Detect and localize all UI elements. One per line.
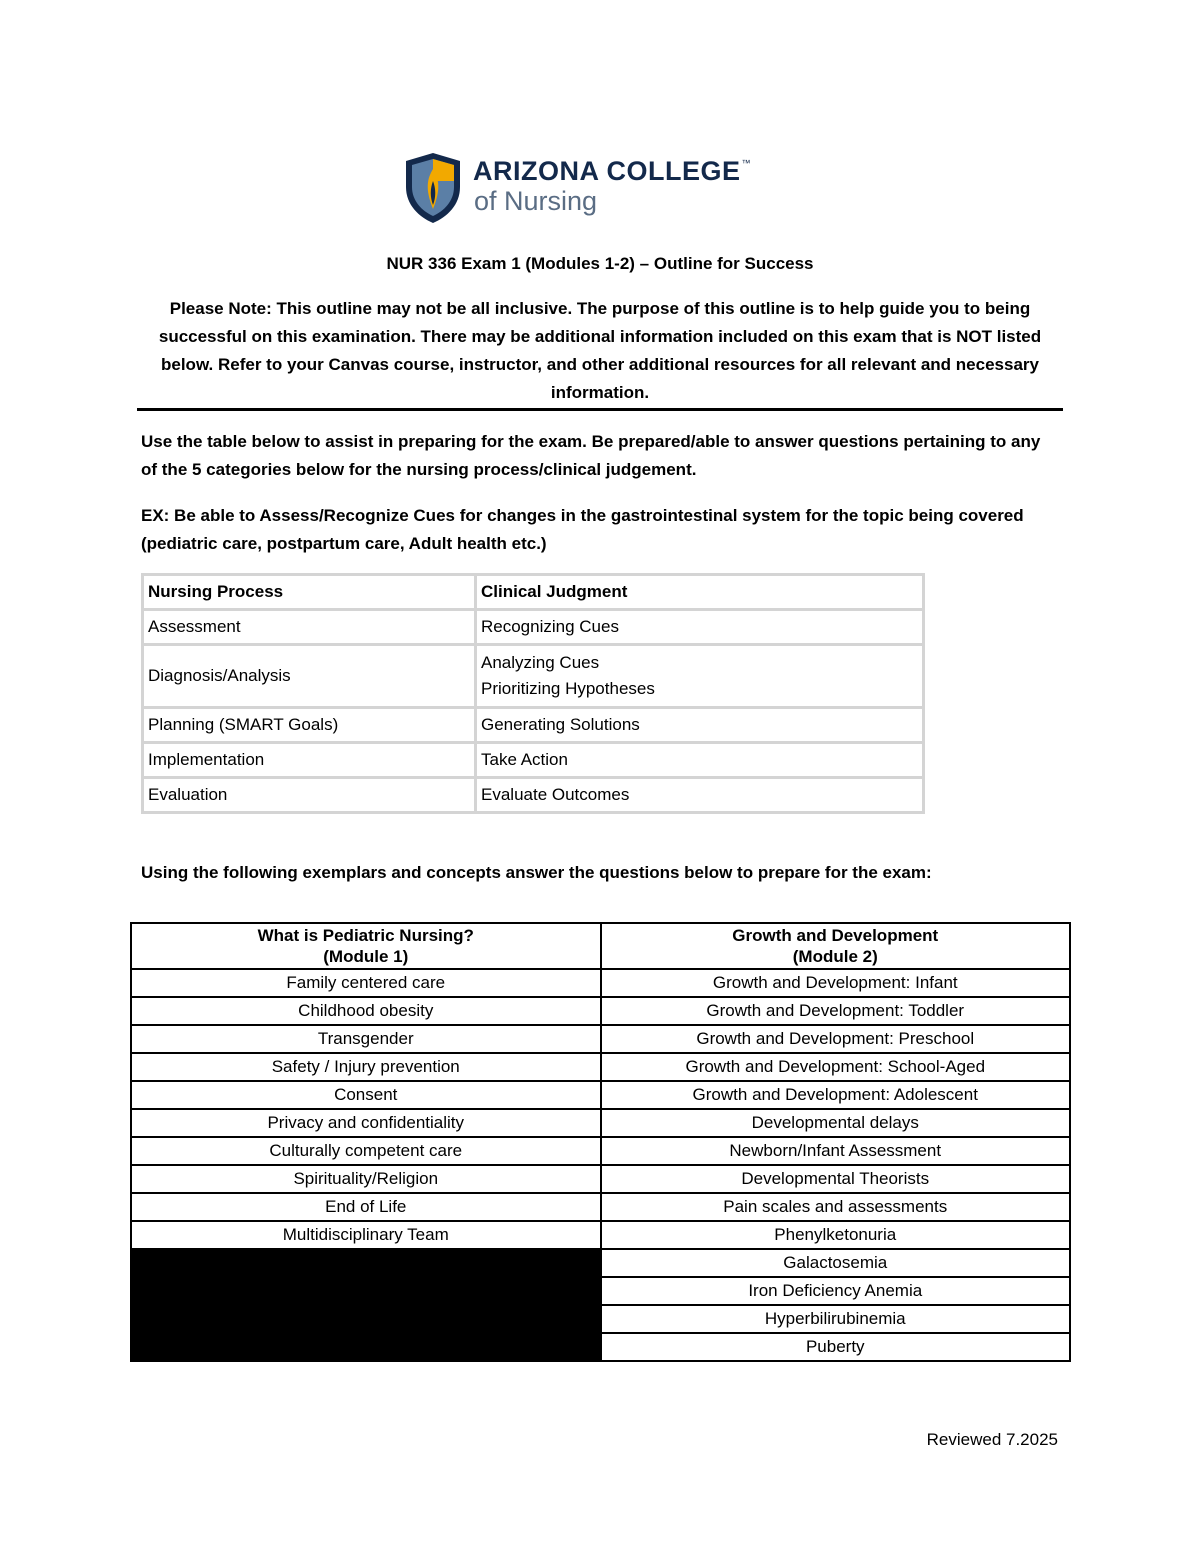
- process-cell: Assessment: [144, 611, 474, 643]
- module-2-topic: Phenylketonuria: [601, 1221, 1071, 1249]
- judgment-cell: Evaluate Outcomes: [477, 779, 922, 811]
- table-row: [131, 1053, 1070, 1081]
- header-module-2: [601, 923, 1071, 969]
- judgment-line: Analyzing Cues: [481, 653, 600, 672]
- module-2-topic: Growth and Development: Toddler: [601, 997, 1071, 1025]
- header-module-1: [131, 923, 601, 969]
- module-2-topic: Puberty: [601, 1333, 1071, 1361]
- table-row: [131, 1025, 1070, 1053]
- intro-paragraph: Use the table below to assist in preparing for the exam. Be prepared/able to answer questions pertaining to any of the 5 categories below for the nursing process/clinical judgement.: [141, 432, 1041, 479]
- table-row: [131, 1109, 1070, 1137]
- module-2-topic: Growth and Development: Adolescent: [601, 1081, 1071, 1109]
- empty-filled-cell: [131, 1249, 601, 1277]
- table-row: [131, 1333, 1070, 1361]
- module-2-topic: Developmental Theorists: [601, 1165, 1071, 1193]
- table-row: [131, 1165, 1070, 1193]
- module-2-topic: Newborn/Infant Assessment: [601, 1137, 1071, 1165]
- empty-filled-cell: [131, 1305, 601, 1333]
- exemplars-intro: Using the following exemplars and concepts answer the questions below to prepare for the exam:: [141, 863, 932, 882]
- module-2-topic: Pain scales and assessments: [601, 1193, 1071, 1221]
- module-2-topic: Iron Deficiency Anemia: [601, 1277, 1071, 1305]
- module-1-topic: Multidisciplinary Team: [131, 1221, 601, 1249]
- module-2-topic: Developmental delays: [601, 1109, 1071, 1137]
- empty-filled-cell: [131, 1333, 601, 1361]
- example-paragraph: EX: Be able to Assess/Recognize Cues for changes in the gastrointestinal system for the topic being covered (pediatric care, postpartum care, Adult health etc.): [141, 506, 1024, 553]
- module-2-topic: Growth and Development: School-Aged: [601, 1053, 1071, 1081]
- judgment-cell: Generating Solutions: [477, 709, 922, 741]
- module-1-topic: Transgender: [131, 1025, 601, 1053]
- table-row: [144, 646, 922, 706]
- table-row: [131, 1137, 1070, 1165]
- table-header-row: [131, 923, 1070, 969]
- logo-text-line1: ARIZONA COLLEGE™: [473, 156, 751, 186]
- table-row: [131, 997, 1070, 1025]
- logo-text-line2: of Nursing: [474, 186, 598, 216]
- nursing-process-table: [141, 573, 925, 814]
- module-2-title: Growth and Development: [732, 926, 939, 945]
- judgment-cell: Take Action: [477, 744, 922, 776]
- divider-rule: [137, 408, 1063, 411]
- module-1-topic: Spirituality/Religion: [131, 1165, 601, 1193]
- module-2-topic: Galactosemia: [601, 1249, 1071, 1277]
- process-cell: Evaluation: [144, 779, 474, 811]
- module-1-topic: End of Life: [131, 1193, 601, 1221]
- module-2-topic: Growth and Development: Infant: [601, 969, 1071, 997]
- table-row: [144, 709, 922, 741]
- module-1-topic: Safety / Injury prevention: [131, 1053, 601, 1081]
- module-1-topic: Privacy and confidentiality: [131, 1109, 601, 1137]
- college-logo: [403, 150, 803, 228]
- module-1-topic: Childhood obesity: [131, 997, 601, 1025]
- table-row: [131, 1249, 1070, 1277]
- table-row: [131, 1305, 1070, 1333]
- module-2-topic: Growth and Development: Preschool: [601, 1025, 1071, 1053]
- process-cell: Diagnosis/Analysis: [144, 646, 474, 706]
- judgment-cell: Recognizing Cues: [477, 611, 922, 643]
- process-cell: Implementation: [144, 744, 474, 776]
- table-row: [144, 779, 922, 811]
- table-row: [131, 969, 1070, 997]
- module-1-title: What is Pediatric Nursing?: [257, 926, 474, 945]
- table-row: [144, 744, 922, 776]
- module-1-topic: Family centered care: [131, 969, 601, 997]
- module-1-topic: Culturally competent care: [131, 1137, 601, 1165]
- process-cell: Planning (SMART Goals): [144, 709, 474, 741]
- document-title: NUR 336 Exam 1 (Modules 1-2) – Outline for Success: [386, 254, 814, 273]
- table-row: [144, 611, 922, 643]
- table-row: [131, 1081, 1070, 1109]
- table-row: [131, 1221, 1070, 1249]
- judgment-cell: [477, 646, 922, 706]
- please-note: Please Note: This outline may not be all inclusive. The purpose of this outline is to help guide you to being successful on this examination. There may be additional information included on this exam that is NOT listed below. Refer to your Canvas course, instructor, and other additional resources for all relevant and necessary information.: [158, 299, 1042, 402]
- table-header-row: [144, 576, 922, 608]
- table-row: [131, 1277, 1070, 1305]
- judgment-line: Prioritizing Hypotheses: [481, 679, 655, 698]
- table-row: [131, 1193, 1070, 1221]
- header-nursing-process: Nursing Process: [144, 576, 474, 608]
- module-2-subtitle: (Module 2): [792, 947, 878, 966]
- shield-icon: [403, 151, 463, 225]
- module-1-topic: Consent: [131, 1081, 601, 1109]
- module-1-subtitle: (Module 1): [323, 947, 409, 966]
- empty-filled-cell: [131, 1277, 601, 1305]
- module-2-topic: Hyperbilirubinemia: [601, 1305, 1071, 1333]
- exemplars-table: [130, 922, 1071, 1362]
- reviewed-date: Reviewed 7.2025: [926, 1430, 1058, 1449]
- header-clinical-judgment: Clinical Judgment: [477, 576, 922, 608]
